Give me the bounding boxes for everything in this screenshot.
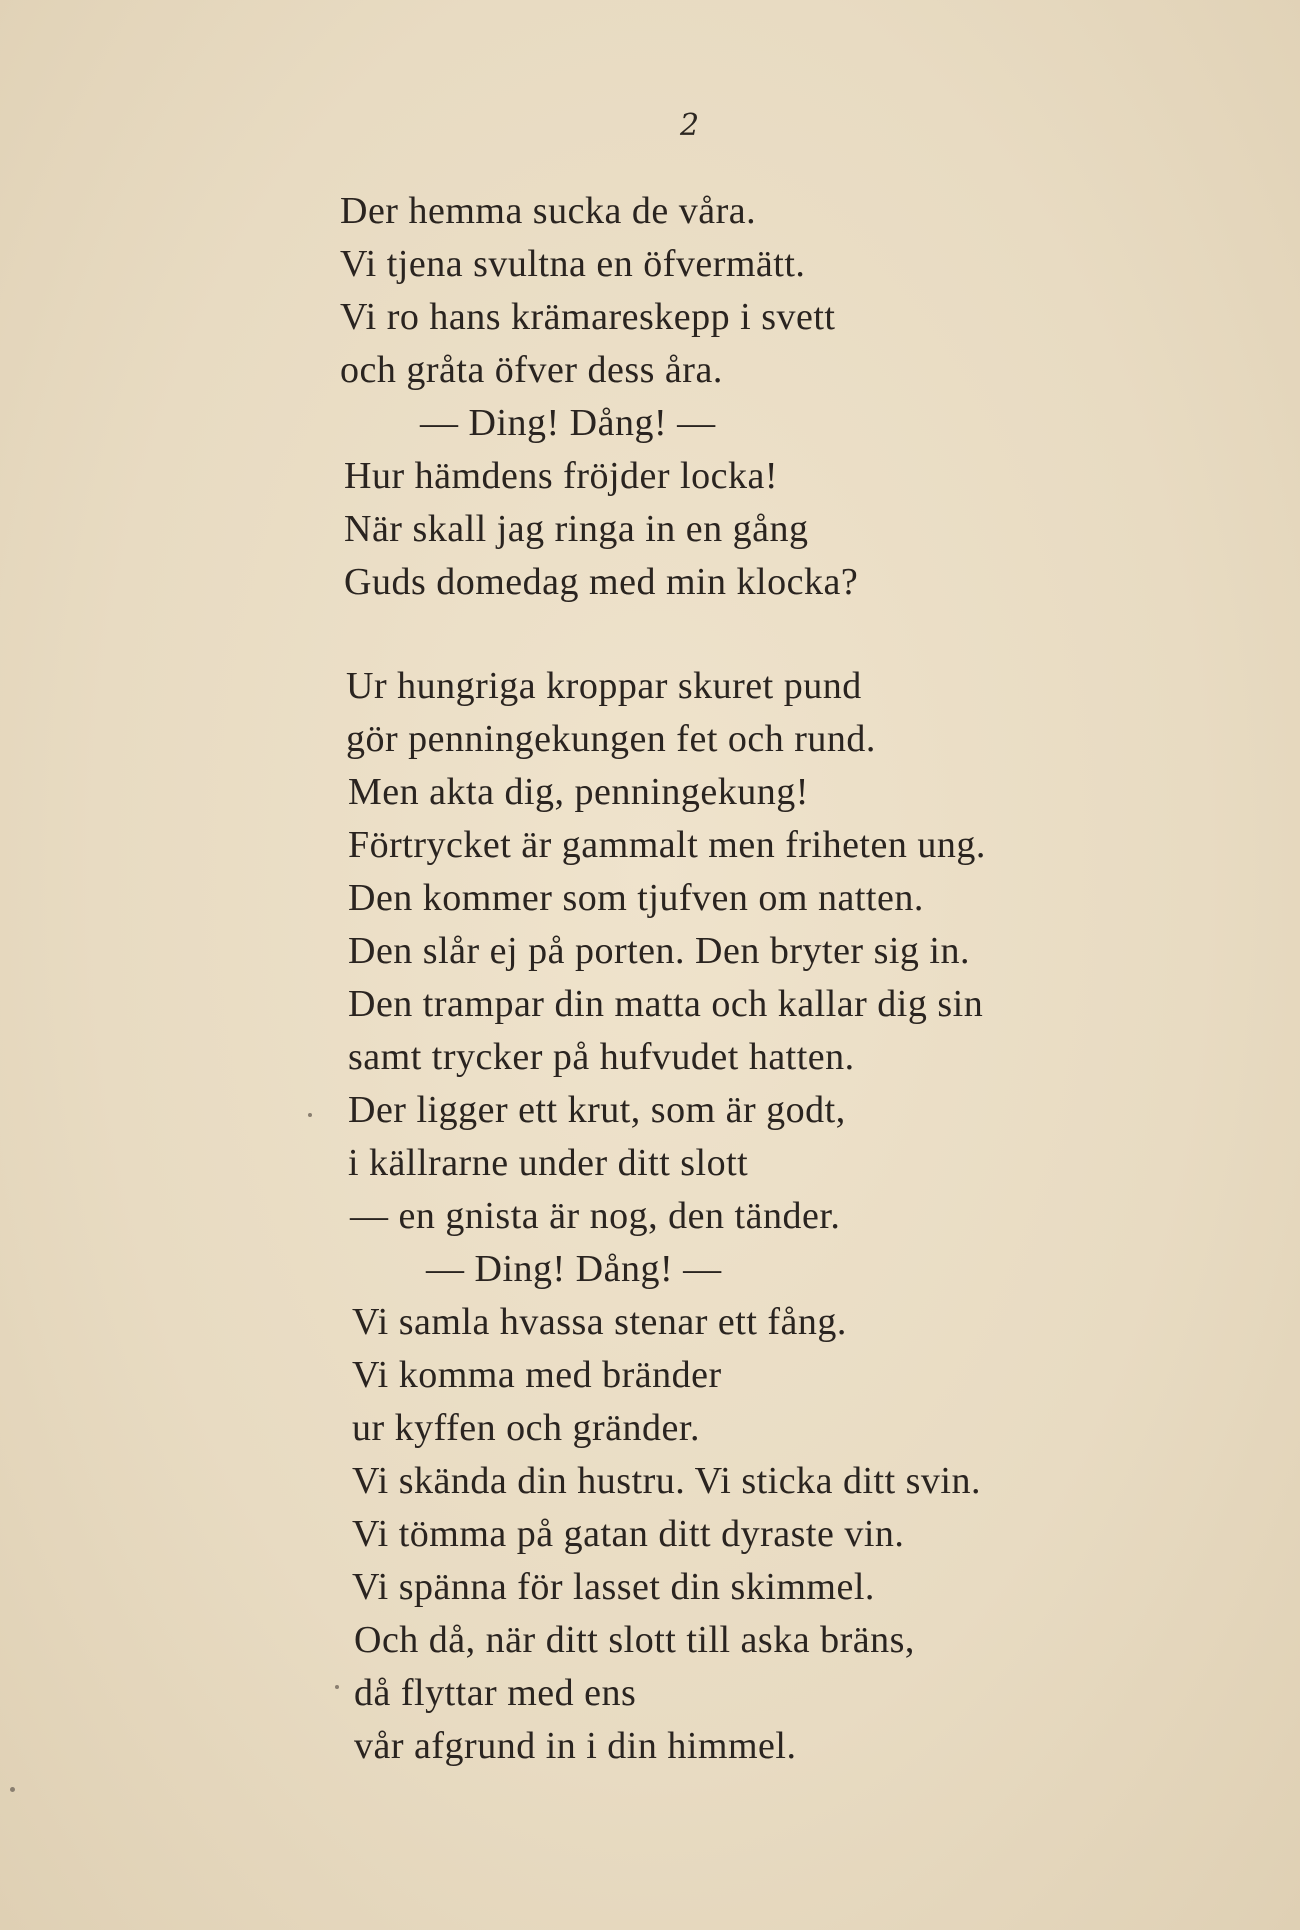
poem-line: gör penningekungen fet och rund. bbox=[346, 718, 876, 760]
poem-line: Vi skända din hustru. Vi sticka ditt svin. bbox=[352, 1460, 981, 1502]
page-number: 2 bbox=[680, 108, 700, 143]
paper-speck bbox=[308, 1113, 312, 1117]
poem-line: Ur hungriga kroppar skuret pund bbox=[346, 665, 862, 707]
poem-line: vår afgrund in i din himmel. bbox=[354, 1725, 797, 1767]
poem-line: Hur hämdens fröjder locka! bbox=[344, 455, 779, 497]
poem-line: Förtrycket är gammalt men friheten ung. bbox=[348, 824, 986, 866]
poem-line: Der ligger ett krut, som är godt, bbox=[348, 1089, 846, 1131]
poem-line: Vi komma med bränder bbox=[352, 1354, 722, 1396]
poem-line: Och då, när ditt slott till aska bräns, bbox=[354, 1619, 915, 1661]
poem-line: Guds domedag med min klocka? bbox=[344, 561, 859, 603]
poem-line: i källrarne under ditt slott bbox=[348, 1142, 749, 1184]
poem-line: Den kommer som tjufven om natten. bbox=[348, 877, 924, 919]
poem-refrain: — Ding! Dång! — bbox=[420, 402, 716, 444]
poem-line: och gråta öfver dess åra. bbox=[340, 349, 723, 391]
poem-line: Vi spänna för lasset din skimmel. bbox=[352, 1566, 875, 1608]
paper-speck bbox=[10, 1787, 15, 1792]
poem-line: Der hemma sucka de våra. bbox=[340, 190, 757, 232]
poem-line: När skall jag ringa in en gång bbox=[344, 508, 809, 550]
poem-line: Den slår ej på porten. Den bryter sig in. bbox=[348, 930, 970, 972]
poem-line: Den trampar din matta och kallar dig sin bbox=[348, 983, 984, 1025]
poem-line: Vi tömma på gatan ditt dyraste vin. bbox=[352, 1513, 905, 1555]
poem-line: Vi samla hvassa stenar ett fång. bbox=[352, 1301, 847, 1343]
poem-line: då flyttar med ens bbox=[354, 1672, 637, 1714]
poem-line: Men akta dig, penningekung! bbox=[348, 771, 809, 813]
poem-line: Vi ro hans krämareskepp i svett bbox=[340, 296, 836, 338]
poem-refrain: — Ding! Dång! — bbox=[426, 1248, 722, 1290]
poem-line: — en gnista är nog, den tänder. bbox=[350, 1195, 841, 1237]
poem-line: samt trycker på hufvudet hatten. bbox=[348, 1036, 855, 1078]
paper-speck bbox=[335, 1685, 339, 1689]
poem-line: ur kyffen och gränder. bbox=[352, 1407, 700, 1449]
poem-line: Vi tjena svultna en öfvermätt. bbox=[340, 243, 806, 285]
